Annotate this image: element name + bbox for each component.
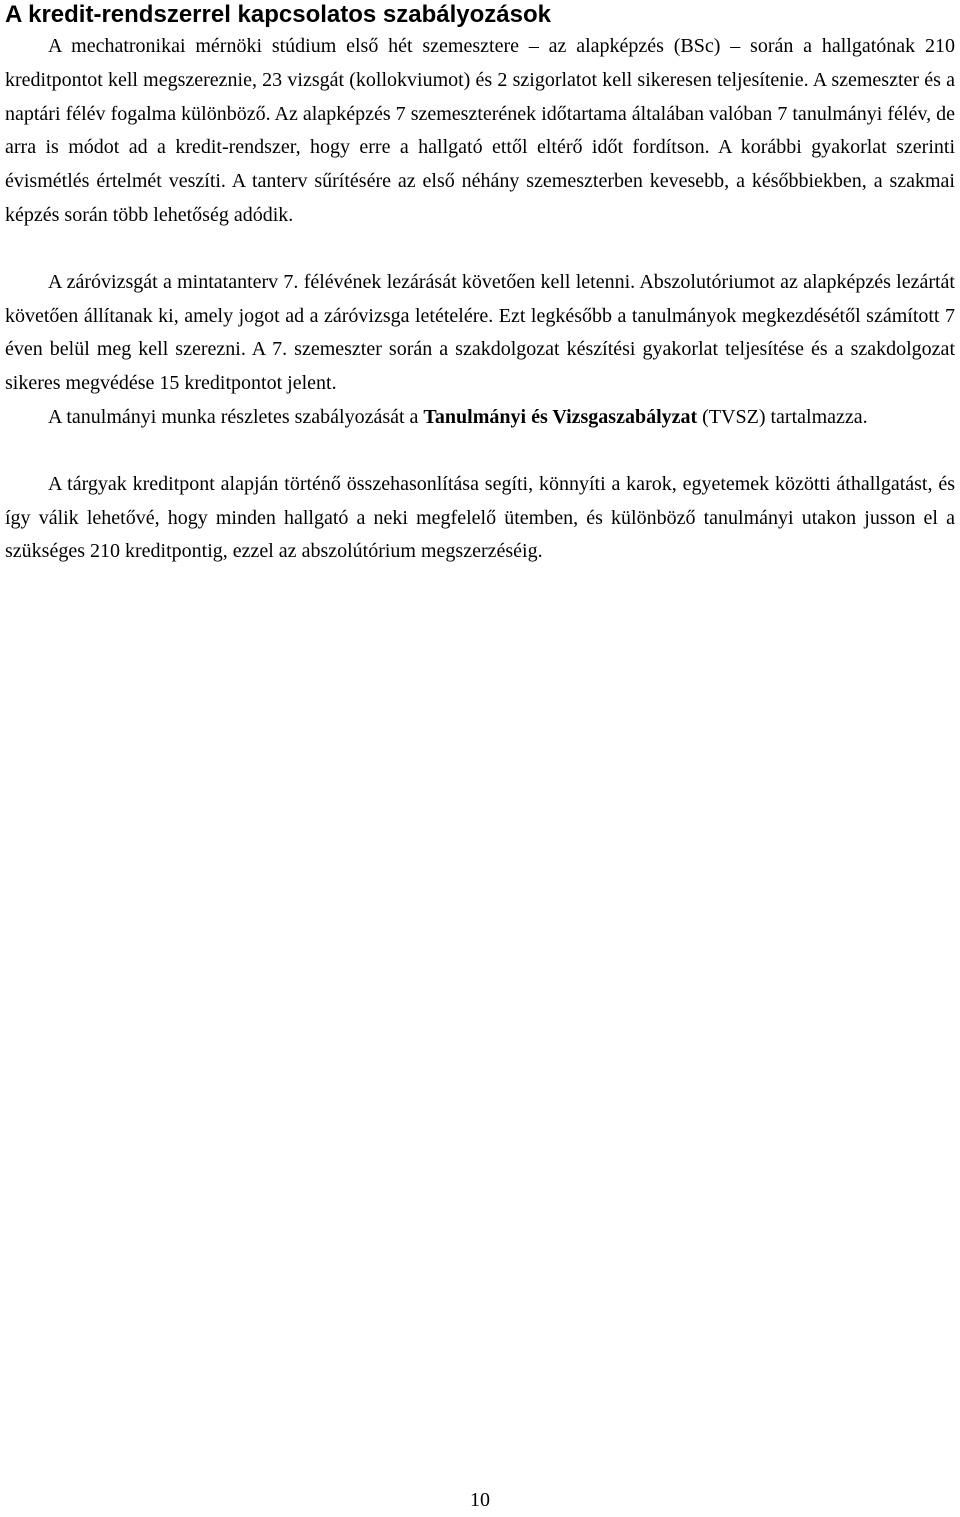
paragraph-tvsz-text-before: A tanulmányi munka részletes szabályozását a	[48, 405, 424, 428]
page-number: 10	[470, 1489, 490, 1511]
regulation-name: Tanulmányi és Vizsgaszabályzat	[423, 405, 698, 428]
paragraph-credit-system: A mechatronikai mérnöki stúdium első hét szemesztere – az alapképzés (BSc) – során a hallgatónak 210 kreditpontot kell megszereznie, 23 vizsgát (kollokviumot) és 2 szigorlatot kell sikeresen teljesítenie. A szemeszter és a naptári félév fogalma különböző. Az alapképzés 7 szemeszterének időtartama általában valóban 7 tanulmányi félév, de arra is módot ad a kredit-rendszer, hogy erre a hallgató ettől eltérő időt fordítson. A korábbi gyakorlat szerinti évismétlés értelmét veszíti. A tanterv sűrítésére az első néhány szemeszterben kevesebb, a későbbiekben, a szakmai képzés során több lehetőség adódik.	[5, 35, 955, 226]
paragraph-tvsz-text-after: (TVSZ) tartalmazza.	[697, 405, 868, 428]
paragraph-tvsz	[5, 401, 955, 435]
page-title: A kredit-rendszerrel kapcsolatos szabályozások	[5, 1, 551, 28]
paragraph-final-exam: A záróvizsgát a mintatanterv 7. félévének lezárását követően kell letenni. Abszolutóriumot az alapképzés lezártát követően állítanak ki, amely jogot ad a záróvizsga letételére. Ezt legkésőbb a tanulmányok megkezdésétől számított 7 éven belül meg kell szerezni. A 7. szemeszter során a szakdolgozat készítési gyakorlat teljesítése és a szakdolgozat sikeres megvédése 15 kreditpontot jelent.	[5, 270, 955, 395]
page-content	[5, 0, 955, 569]
paragraph-comparison: A tárgyak kreditpont alapján történő összehasonlítása segíti, könnyíti a karok, egyetemek közötti áthallgatást, és így válik lehetővé, hogy minden hallgató a neki megfelelő ütemben, és különböző tanulmányi utakon jusson el a szükséges 210 kreditpontig, ezzel az abszolútórium megszerzéséig.	[5, 472, 955, 563]
